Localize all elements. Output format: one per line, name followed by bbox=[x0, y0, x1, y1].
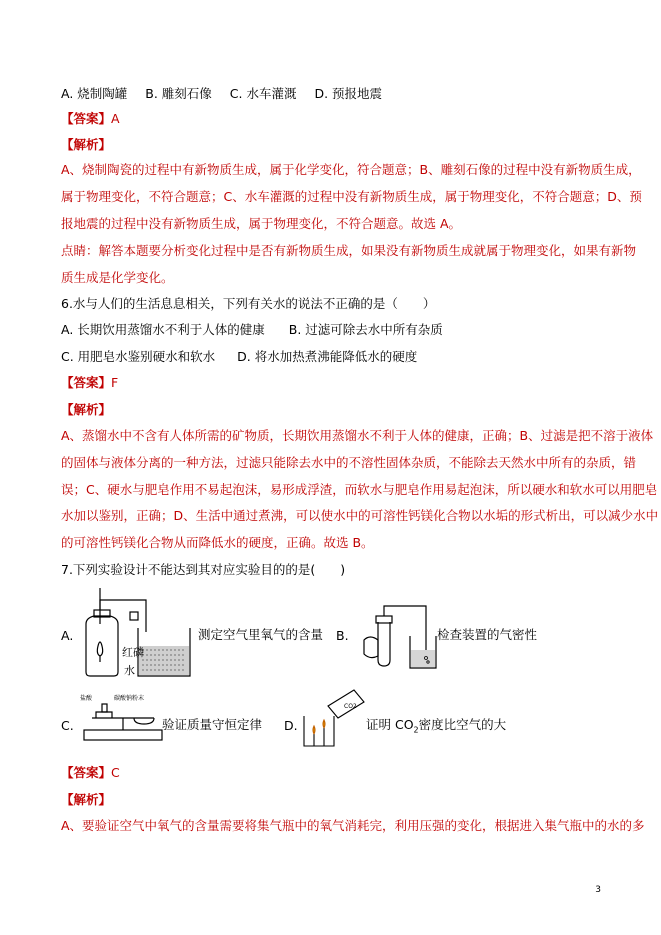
q5-tip-line: 点睛：解答本题要分析变化过程中是否有新物质生成，如果没有新物质生成就属于物理变化，如果有新物 bbox=[61, 243, 637, 258]
q6-answer-value: F bbox=[111, 375, 119, 390]
q6-options-row-1 bbox=[61, 322, 443, 338]
q6-analysis-line: A、蒸馏水中不含有人体所需的矿物质，长期饮用蒸馏水不利于人体的健康，正确；B、过滤是把不溶于液体 bbox=[61, 428, 654, 443]
q6-option-d: D. 将水加热煮沸能降低水的硬度 bbox=[237, 349, 418, 364]
q7-option-d-text: 证明 $CO_2$密度比空气的大 bbox=[366, 717, 507, 735]
q7-option-b-figure bbox=[356, 600, 438, 672]
q7-option-d-figure bbox=[298, 688, 368, 750]
q5-option-b: B. 雕刻石像 bbox=[145, 86, 212, 101]
q6-analysis-line: 的可溶性钙镁化合物从而降低水的硬度，正确。故选 B。 bbox=[61, 535, 374, 550]
q6-option-a: A. 长期饮用蒸馏水不利于人体的健康 bbox=[61, 322, 265, 337]
small-tube bbox=[102, 704, 107, 712]
q6-analysis-line: 的固体与液体分离的一种方法，过滤只能除去水中的不溶性固体杂质，不能除去天然水中所有的杂质，错 bbox=[61, 455, 637, 470]
q7-option-c-figure bbox=[78, 692, 168, 744]
q6-analysis-label: 【解析】 bbox=[61, 402, 112, 417]
q5-tip-line: 质生成是化学变化。 bbox=[61, 270, 174, 285]
flame-icon bbox=[97, 642, 102, 656]
q7-option-a-letter: A. bbox=[61, 628, 74, 643]
label-sodium-carbonate: 碳酸钠粉末 bbox=[114, 695, 145, 702]
flame-icon bbox=[313, 726, 315, 734]
q5-analysis-line: 属于物理变化，不符合题意；C、水车灌溉的过程中没有新物质生成，属于物理变化，不符合题意；D、预 bbox=[61, 189, 642, 204]
q5-analysis-line: A、烧制陶瓷的过程中有新物质生成，属于化学变化，符合题意；B、雕刻石像的过程中没有新物质生成， bbox=[61, 162, 641, 177]
q5-options bbox=[61, 86, 382, 102]
page-number: 3 bbox=[595, 885, 601, 895]
q5-option-d: D. 预报地震 bbox=[314, 86, 383, 101]
q6-option-c: C. 用肥皂水鉴别硬水和软水 bbox=[61, 349, 216, 364]
q5-answer-line bbox=[61, 111, 120, 127]
q7-analysis-label: 【解析】 bbox=[61, 792, 112, 807]
right-pan bbox=[134, 718, 154, 724]
stopper bbox=[376, 616, 392, 623]
q5-option-a: A. 烧制陶罐 bbox=[61, 86, 128, 101]
q7-option-c-text: 验证质量守恒定律 bbox=[162, 717, 263, 732]
q5-answer-label: 【答案】 bbox=[61, 111, 112, 126]
q5-analysis-label: 【解析】 bbox=[61, 137, 112, 152]
balance-base bbox=[84, 730, 162, 740]
q5-analysis-line: 报地震的过程中没有新物质生成，属于物理变化，不符合题意。故选 A。 bbox=[61, 216, 462, 231]
q6-stem: 6.水与人们的生活息息相关，下列有关水的说法不正确的是（ ） bbox=[61, 296, 436, 311]
q7-answer-label: 【答案】 bbox=[61, 765, 112, 780]
q7-option-d-letter: D. bbox=[284, 718, 298, 733]
q6-answer-line bbox=[61, 375, 118, 391]
q6-option-b: B. 过滤可除去水中所有杂质 bbox=[288, 322, 443, 337]
beaker bbox=[304, 716, 334, 746]
q6-analysis-line: 水加以鉴别，正确；D、生活中通过煮沸，可以使水中的可溶性钙镁化合物以水垢的形式析出，可以减少水中 bbox=[61, 508, 659, 523]
q6-answer-label: 【答案】 bbox=[61, 375, 112, 390]
clip bbox=[130, 612, 138, 620]
q7-option-b-text: 检查装置的气密性 bbox=[437, 627, 538, 642]
q7-option-a-figure bbox=[80, 584, 200, 680]
q7-option-b-letter: B. bbox=[336, 628, 349, 643]
q6-analysis-line: 误；C、硬水与肥皂作用不易起泡沫，易形成浮渣，而软水与肥皂作用易起泡沫，所以硬水和软水可以用肥皂 bbox=[61, 482, 658, 497]
flame-icon bbox=[323, 720, 325, 728]
q7-stem: 7.下列实验设计不能达到其对应实验目的的是( ) bbox=[61, 562, 346, 577]
q5-answer-value: A bbox=[111, 111, 120, 126]
label-co2: CO2 bbox=[344, 703, 357, 710]
q7-option-c-letter: C. bbox=[61, 718, 74, 733]
q6-options-row-2 bbox=[61, 349, 417, 365]
label-red-phosphorus: 红磷 bbox=[122, 646, 144, 659]
q7-analysis-line: A、要验证空气中氧气的含量需要将集气瓶中的氧气消耗完，利用压强的变化，根据进入集气瓶中的水的多 bbox=[61, 818, 645, 833]
q7-answer-value: C bbox=[111, 765, 120, 780]
q7-option-a-text: 测定空气里氧气的含量 bbox=[198, 627, 324, 642]
hand-icon bbox=[364, 637, 378, 658]
left-pan-beaker bbox=[96, 712, 112, 718]
q7-answer-line bbox=[61, 765, 120, 781]
label-water: 水 bbox=[124, 664, 135, 677]
test-tube bbox=[378, 622, 390, 666]
q5-option-c: C. 水车灌溉 bbox=[229, 86, 297, 101]
label-hydrochloric-acid: 盐酸 bbox=[80, 695, 93, 702]
